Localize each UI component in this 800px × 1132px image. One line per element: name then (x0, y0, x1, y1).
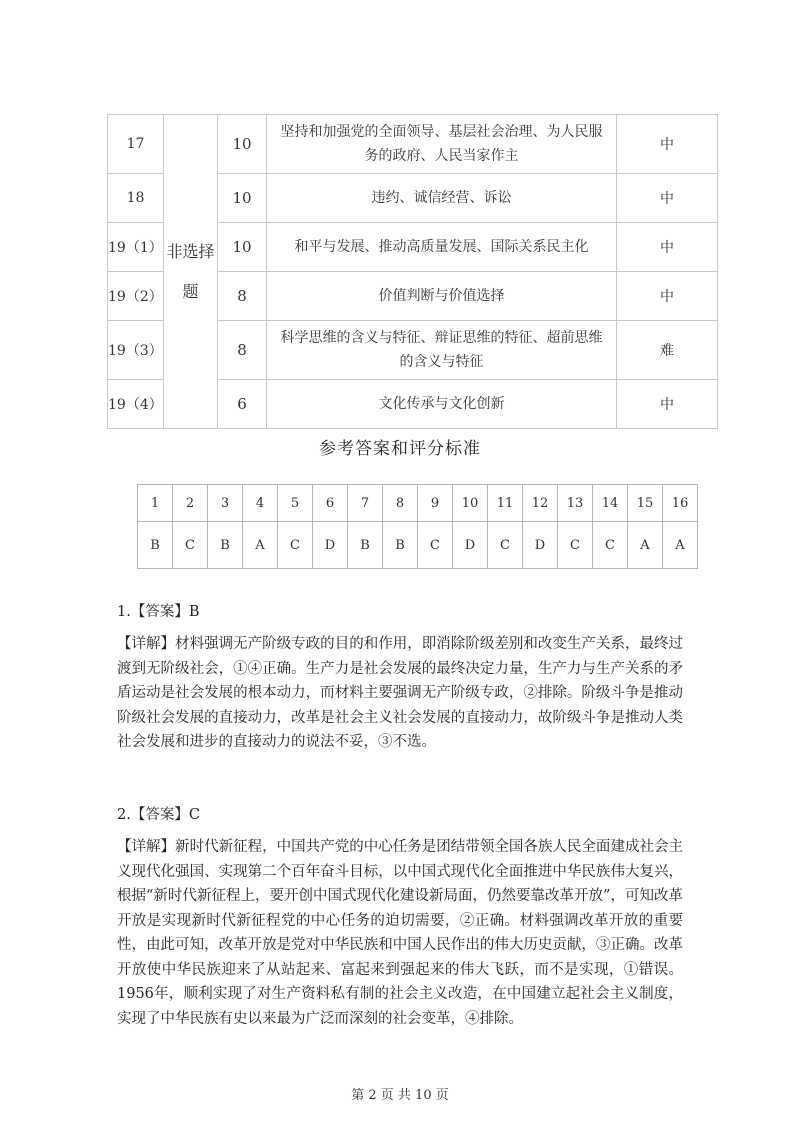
answer-letter: B (383, 522, 418, 569)
answer-number: 5 (278, 485, 313, 522)
answer-letter: C (558, 522, 593, 569)
answer-letter: C (173, 522, 208, 569)
knowledge-point: 和平与发展、推动高质量发展、国际关系民主化 (267, 223, 617, 272)
score: 10 (218, 223, 267, 272)
question-number: 19（2） (108, 272, 164, 321)
question-number: 19（3） (108, 321, 164, 380)
difficulty: 中 (617, 223, 718, 272)
answer-number: 12 (523, 485, 558, 522)
answer-letter: C (278, 522, 313, 569)
table-row (108, 115, 718, 174)
question-type-label: 非选择题 (166, 241, 215, 301)
question-number: 19（1） (108, 223, 164, 272)
answer-letter: B (138, 522, 173, 569)
question-number-row (138, 485, 698, 522)
spec-table (107, 114, 718, 429)
answer-letter: C (418, 522, 453, 569)
answer-letter: A (663, 522, 698, 569)
answer-key-table (137, 484, 698, 569)
answer-letter: D (453, 522, 488, 569)
answer-letter: B (208, 522, 243, 569)
answer-number: 14 (593, 485, 628, 522)
question-number: 19（4） (108, 380, 164, 429)
answer-number: 3 (208, 485, 243, 522)
section-title: 参考答案和评分标准 (319, 439, 481, 459)
knowledge-point: 坚持和加强党的全面领导、基层社会治理、为人民服务的政府、人民当家作主 (267, 115, 617, 174)
answer-number: 7 (348, 485, 383, 522)
question-number: 17 (108, 115, 164, 174)
answer-letter-row (138, 522, 698, 569)
answer-letter: A (243, 522, 278, 569)
answer-letter: D (313, 522, 348, 569)
knowledge-point: 价值判断与价值选择 (267, 272, 617, 321)
question-2-explanation: 【详解】新时代新征程，中国共产党的中心任务是团结带领全国各族人民全面建成社会主义现代化强国、实现第二个百年奋斗目标，以中国式现代化全面推进中华民族伟大复兴，根据“新时代新征程上，要开创中国式现代化建设新局面，仍然要靠改革开放”，可知改革开放是实现新时代新征程党的中心任务的迫切需要，②正确。材料强调改革开放的重要性，由此可知，改革开放是党对中华民族和中国人民作出的伟大历史贡献，③正确。改革开放使中华民族迎来了从站起来、富起来到强起来的伟大飞跃，而不是实现，①错误。1956年，顺利实现了对生产资料私有制的社会主义改造，在中国建立起社会主义制度，实现了中华民族有史以来最为广泛而深刻的社会变革，④排除。 (117, 839, 683, 1027)
question-number: 18 (108, 174, 164, 223)
answer-number: 16 (663, 485, 698, 522)
question-1-answer: 1.【答案】B (117, 604, 200, 620)
knowledge-point: 违约、诚信经营、诉讼 (267, 174, 617, 223)
answer-number: 2 (173, 485, 208, 522)
answer-letter: C (488, 522, 523, 569)
answer-letter: D (523, 522, 558, 569)
score: 10 (218, 174, 267, 223)
answer-letter: C (593, 522, 628, 569)
answer-number: 13 (558, 485, 593, 522)
answer-number: 8 (383, 485, 418, 522)
difficulty: 难 (617, 321, 718, 380)
difficulty: 中 (617, 380, 718, 429)
difficulty: 中 (617, 174, 718, 223)
answer-letter: B (348, 522, 383, 569)
answer-number: 10 (453, 485, 488, 522)
answer-number: 11 (488, 485, 523, 522)
answer-number: 1 (138, 485, 173, 522)
score: 10 (218, 115, 267, 174)
answer-number: 9 (418, 485, 453, 522)
question-type (164, 115, 218, 429)
knowledge-point: 文化传承与文化创新 (267, 380, 617, 429)
difficulty: 中 (617, 272, 718, 321)
difficulty: 中 (617, 115, 718, 174)
answer-number: 6 (313, 485, 348, 522)
question-2-answer: 2.【答案】C (117, 807, 200, 823)
score: 8 (218, 272, 267, 321)
answer-letter: A (628, 522, 663, 569)
score: 6 (218, 380, 267, 429)
page-number: 第 2 页 共 10 页 (351, 1088, 449, 1103)
answer-number: 4 (243, 485, 278, 522)
answer-number: 15 (628, 485, 663, 522)
score: 8 (218, 321, 267, 380)
knowledge-point: 科学思维的含义与特征、辩证思维的特征、超前思维的含义与特征 (267, 321, 617, 380)
question-1-explanation: 【详解】材料强调无产阶级专政的目的和作用，即消除阶级差别和改变生产关系，最终过渡到无阶级社会，①④正确。生产力是社会发展的最终决定力量，生产力与生产关系的矛盾运动是社会发展的根本动力，而材料主要强调无产阶级专政，②排除。阶级斗争是推动阶级社会发展的直接动力，改革是社会主义社会发展的直接动力，故阶级斗争是推动人类社会发展和进步的直接动力的说法不妥，③不选。 (117, 636, 683, 750)
